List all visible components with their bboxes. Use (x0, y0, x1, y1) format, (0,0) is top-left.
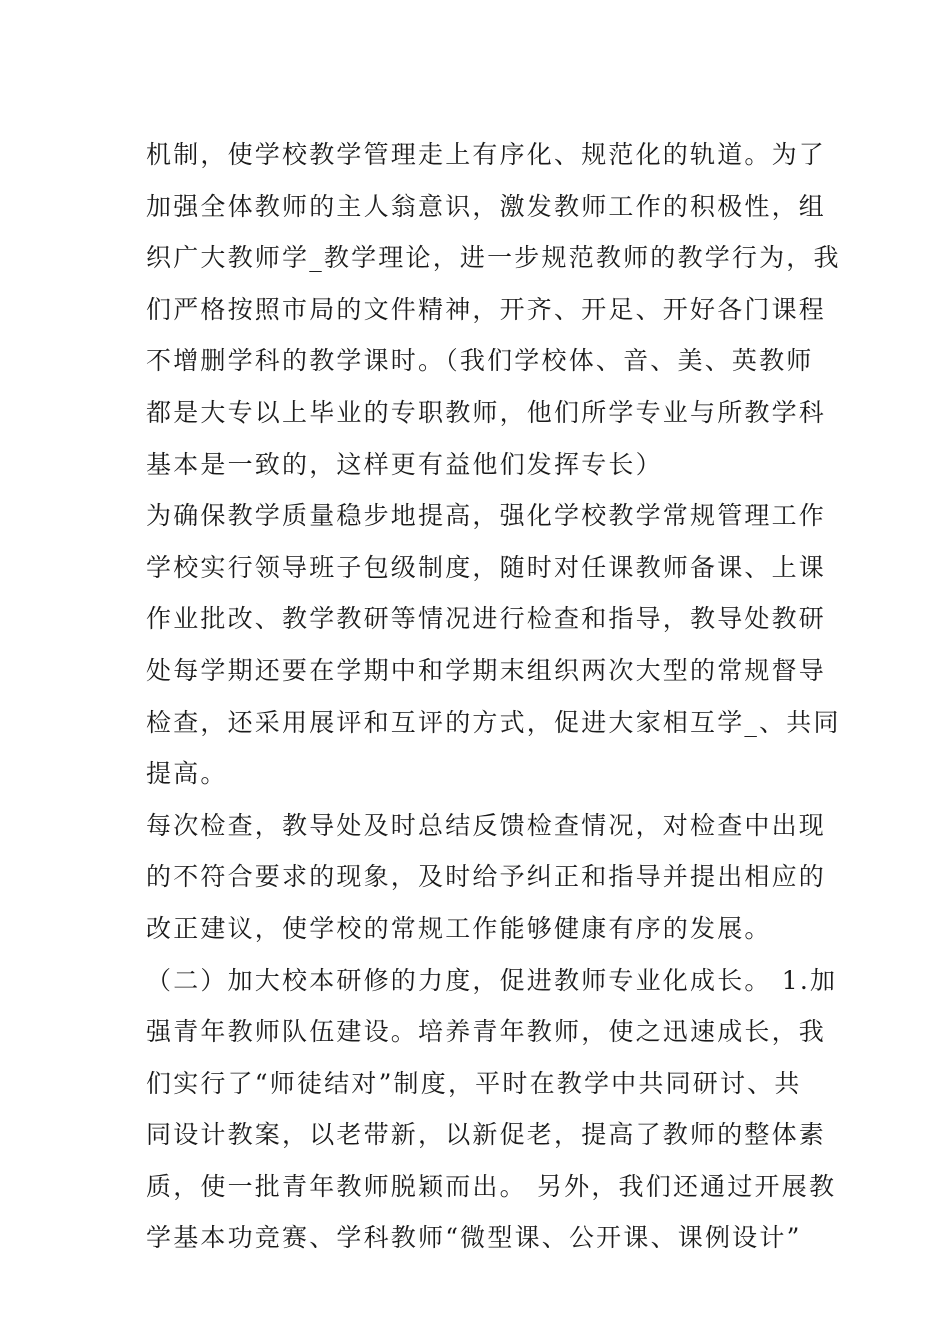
text-line-4: 们严格按照市局的文件精神，开齐、开足、开好各门课程 (146, 294, 827, 324)
text-line-3: 织广大教师学_教学理论，进一步规范教师的教学行为，我 (146, 243, 841, 273)
text-line-15: 的不符合要求的现象，及时给予纠正和指导并提出相应的 (146, 862, 827, 892)
text-line-17: （二）加大校本研修的力度，促进教师专业化成长。 1.加 (146, 965, 838, 995)
text-line-12: 检查，还采用展评和互评的方式，促进大家相互学_、共同 (146, 707, 841, 737)
text-line-13: 提高。 (146, 759, 228, 789)
text-line-5: 不增删学科的教学课时。（我们学校体、音、美、英教师 (146, 346, 814, 376)
text-line-11: 处每学期还要在学期中和学期末组织两次大型的常规督导 (146, 655, 827, 685)
text-line-9: 学校实行领导班子包级制度，随时对任课教师备课、上课 (146, 552, 827, 582)
text-line-6: 都是大专以上毕业的专职教师，他们所学专业与所教学科 (146, 397, 827, 427)
text-line-7: 基本是一致的，这样更有益他们发挥专长） (146, 449, 663, 479)
text-line-19: 们实行了“师徒结对”制度，平时在教学中共同研讨、共 (146, 1068, 802, 1098)
text-line-8: 为确保教学质量稳步地提高，强化学校教学常规管理工作 (146, 501, 827, 531)
text-line-2: 加强全体教师的主人翁意识，激发教师工作的积极性，组 (146, 191, 827, 221)
text-line-21: 质，使一批青年教师脱颖而出。 另外，我们还通过开展教 (146, 1171, 837, 1201)
text-line-20: 同设计教案，以老带新，以新促老，提高了教师的整体素 (146, 1120, 827, 1150)
text-line-18: 强青年教师队伍建设。培养青年教师，使之迅速成长，我 (146, 1017, 827, 1047)
text-line-16: 改正建议，使学校的常规工作能够健康有序的发展。 (146, 913, 772, 943)
body-text (146, 129, 841, 1264)
text-line-14: 每次检查，教导处及时总结反馈检查情况，对检查中出现 (146, 810, 827, 840)
text-line-10: 作业批改、教学教研等情况进行检查和指导，教导处教研 (146, 604, 827, 634)
text-line-1: 机制，使学校教学管理走上有序化、规范化的轨道。为了 (146, 140, 827, 169)
text-line-22: 学基本功竞赛、学科教师“微型课、公开课、课例设计” (146, 1223, 802, 1253)
